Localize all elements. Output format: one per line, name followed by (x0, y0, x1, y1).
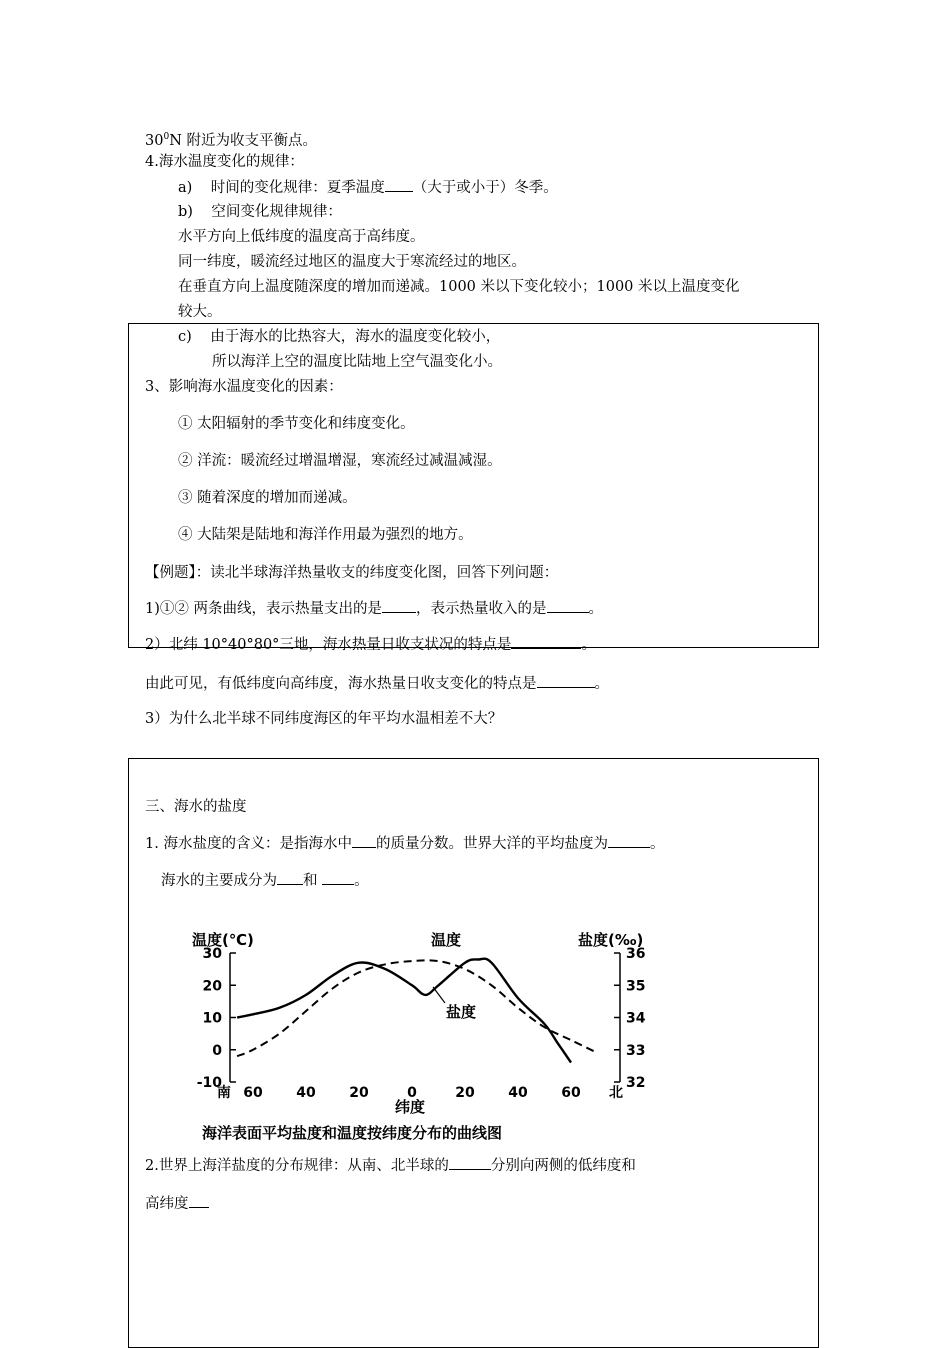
item-b: b) 空间变化规律规律： (178, 204, 342, 220)
left-tick-label-3: 0 (212, 1042, 222, 1059)
left-tick-label-4: -10 (196, 1075, 222, 1091)
right-tick-label-1: 35 (626, 978, 646, 995)
item-a: a) 时间的变化规律：夏季温度 （大于或小于）冬季。 (178, 177, 558, 198)
salinity-q1: 1. 海水盐度的含义：是指海水中 的质量分数。世界大洋的平均盐度为 。 (145, 833, 664, 854)
heading-3: 3、影响海水温度变化的因素： (145, 379, 343, 395)
label-temperature: 温度 (431, 931, 462, 949)
salinity-label-leader (433, 987, 445, 1003)
x-tick-label-0: 南 (216, 1085, 231, 1101)
x-tick-label-4: 0 (407, 1085, 417, 1101)
left-axis-title: 温度(℃) (192, 931, 254, 949)
factor-2: ② 洋流：暖流经过增温增湿，寒流经过减温减湿。 (178, 453, 502, 469)
item-c: c) 由于海水的比热容大，海水的温度变化较小， (178, 329, 501, 345)
x-axis-title: 纬度 (395, 1098, 426, 1116)
question-2: 2）北纬 10°40°80°三地，海水热量日收支状况的特点是 。 (145, 634, 596, 655)
factor-1: ① 太阳辐射的季节变化和纬度变化。 (178, 416, 415, 432)
right-tick-label-4: 32 (626, 1075, 646, 1091)
left-tick-label-2: 10 (202, 1010, 222, 1027)
salinity-temperature-chart (180, 925, 680, 1150)
label-salinity: 盐度 (446, 1003, 477, 1021)
factor-3: ③ 随着深度的增加而递减。 (178, 490, 357, 506)
question-2-conclusion: 由此可见，有低纬度向高纬度，海水热量日收支变化的特点是 。 (145, 673, 609, 694)
series-line-temperature (237, 960, 597, 1056)
x-tick-label-5: 20 (455, 1085, 475, 1101)
heading-4: 4.海水温度变化的规律： (145, 154, 304, 170)
chart-axes (230, 953, 620, 1082)
left-tick-label-0: 30 (202, 946, 222, 962)
left-tick-label-1: 20 (202, 978, 222, 995)
x-tick-label-1: 60 (243, 1085, 263, 1101)
x-tick-label-7: 60 (561, 1085, 581, 1101)
line-30n: $30^0N$ 附近为收支平衡点。 (145, 132, 317, 149)
section-salinity-heading: 三、海水的盐度 (145, 799, 247, 815)
right-axis-title: 盐度(‰) (578, 931, 644, 949)
salinity-q1-components: 海水的主要成分为 和 。 (161, 870, 369, 891)
salinity-q2: 2.世界上海洋盐度的分布规律：从南、北半球的 分别向两侧的低纬度和 (145, 1155, 636, 1176)
factor-4: ④ 大陆架是陆地和海洋作用最为强烈的地方。 (178, 527, 473, 543)
x-tick-label-3: 20 (349, 1085, 369, 1101)
line-vertical-1: 在垂直方向上温度随深度的增加而递减。1000 米以下变化较小；1000 米以上温度变化 (178, 279, 740, 295)
x-tick-label-2: 40 (296, 1085, 316, 1101)
line-vertical-2: 较大。 (178, 304, 222, 320)
right-tick-label-3: 33 (626, 1042, 646, 1059)
salinity-q2-cont: 高纬度 (145, 1193, 209, 1214)
x-tick-label-8: 北 (609, 1085, 624, 1101)
line-horizontal: 水平方向上低纬度的温度高于高纬度。 (178, 229, 425, 245)
question-3: 3）为什么北半球不同纬度海区的年平均水温相差不大？ (145, 711, 503, 727)
item-c-cont: 所以海洋上空的温度比陆地上空气温变化小。 (212, 354, 502, 370)
x-tick-label-6: 40 (508, 1085, 528, 1101)
right-tick-label-2: 34 (626, 1010, 646, 1027)
line-same-lat: 同一纬度，暖流经过地区的温度大于寒流经过的地区。 (178, 254, 526, 270)
example-title: 【例题】：读北半球海洋热量收支的纬度变化图，回答下列问题： (145, 565, 559, 581)
right-tick-label-0: 36 (626, 946, 646, 962)
chart-title: 海洋表面平均盐度和温度按纬度分布的曲线图 (202, 1124, 503, 1142)
question-1: 1)①② 两条曲线，表示热量支出的是 ，表示热量收入的是 。 (145, 598, 603, 619)
